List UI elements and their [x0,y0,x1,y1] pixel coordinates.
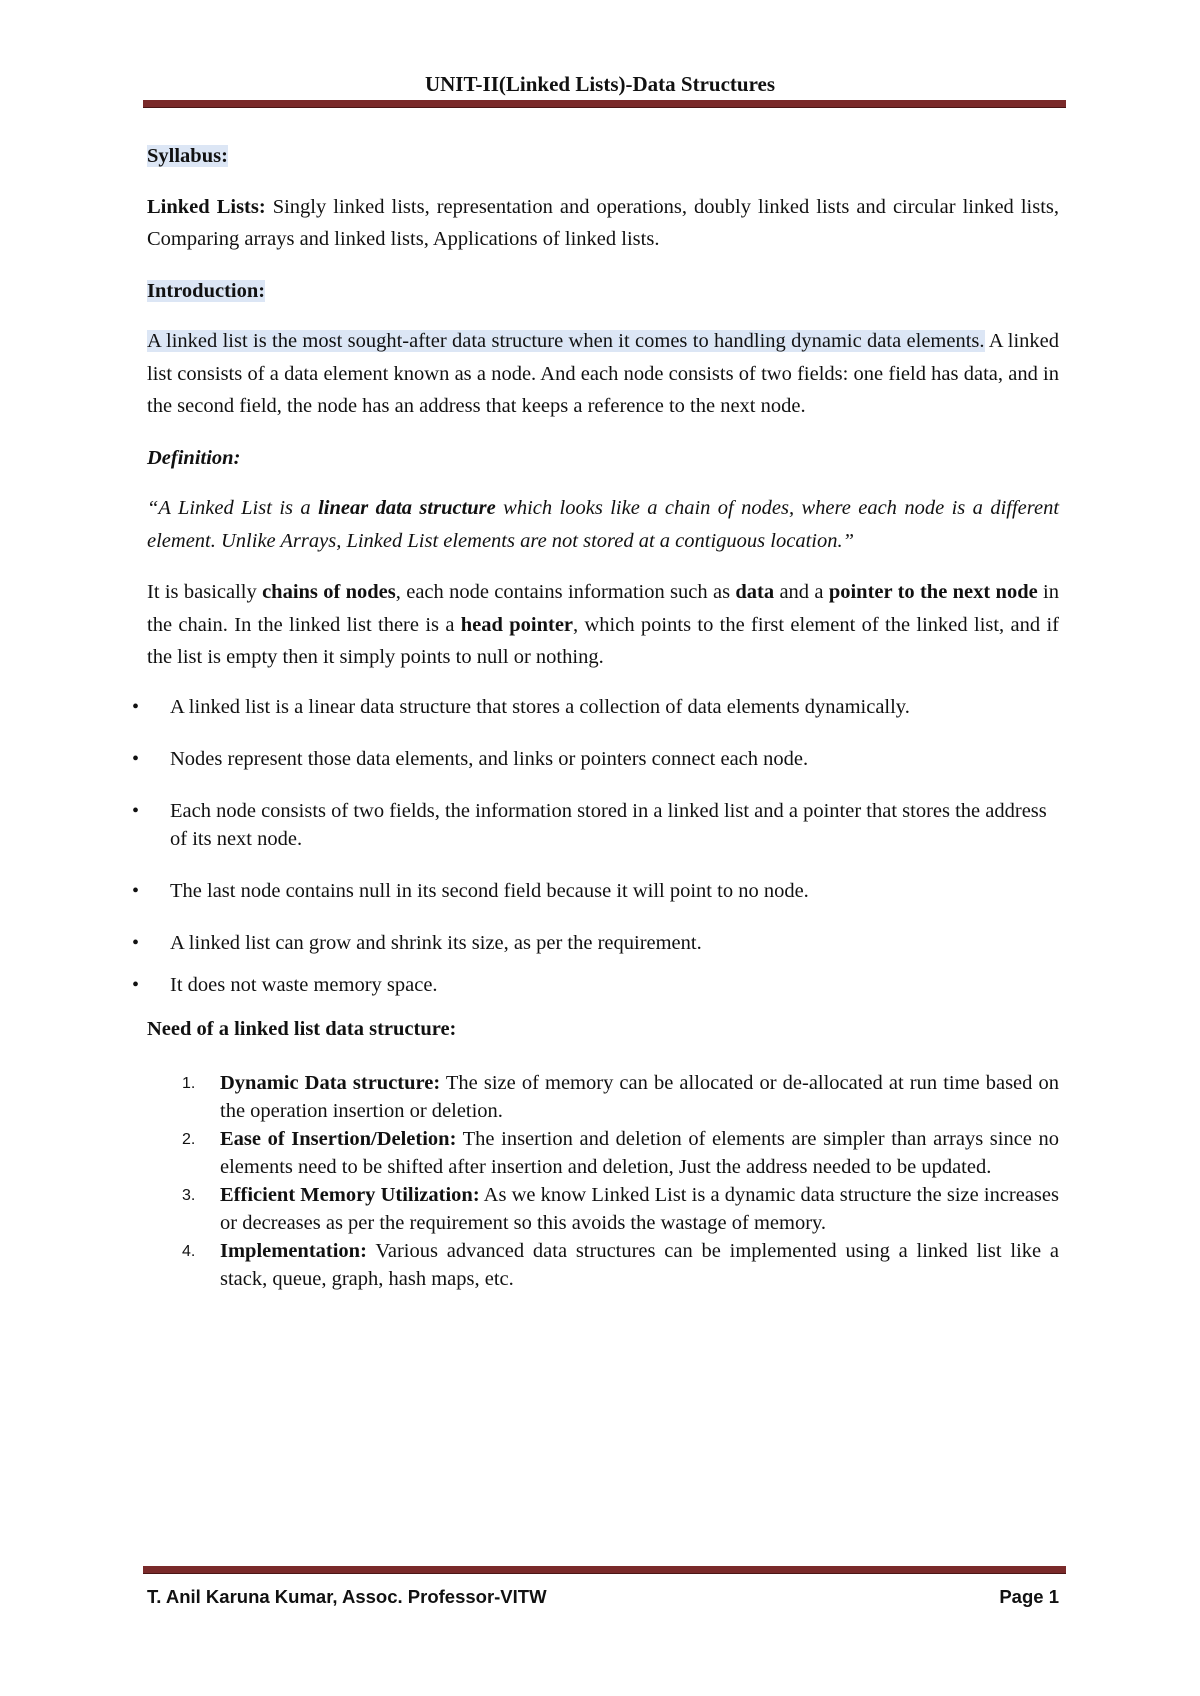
page-header-title: UNIT-II(Linked Lists)-Data Structures [424,72,776,96]
syllabus-label: Linked Lists: [147,195,266,218]
syllabus-paragraph [147,191,1059,256]
syllabus-text: Singly linked lists, representation and operations, doubly linked lists and circular linked lists, Comparing arrays and linked lists, Applications of linked lists. [147,195,1059,250]
bullet-list [147,693,1059,999]
introduction-highlight: A linked list is the most sought-after data structure when it comes to handling dynamic data elements. [147,330,985,352]
introduction-paragraph [147,325,1059,423]
footer-author: T. Anil Karuna Kumar, Assoc. Professor-VITW [147,1586,547,1607]
need-item: 3. Efficient Memory Utilization: As we know Linked List is a dynamic data structure the size increases or decreases as per the requirement so this avoids the wastage of memory. [182,1184,1059,1234]
need-item: 4. Implementation: Various advanced data structures can be implemented using a linked list like a stack, queue, graph, hash maps, etc. [182,1240,1059,1290]
need-list [147,1069,1059,1293]
footer-rule [143,1566,1066,1574]
page-footer [147,1586,1059,1608]
list-item: • Each node consists of two fields, the information stored in a linked list and a pointer that stores the address of its next node. [147,797,1059,853]
introduction-heading: Introduction: [147,279,266,302]
list-item: • A linked list is a linear data structure that stores a collection of data elements dynamically. [147,693,1059,721]
need-item: 2. Ease of Insertion/Deletion: The insertion and deletion of elements are simpler than arrays since no elements need to be shifted after insertion and deletion, Just the address needed to be updated. [182,1128,1060,1178]
explanation-paragraph: It is basically chains of nodes, each node contains information such as data and a pointer to the next node in the chain. In the linked list there is a head pointer, which points to the first element of the linked list, and if the list is empty then it simply points to null or nothing. [147,581,1059,668]
need-item: 1. Dynamic Data structure: The size of memory can be allocated or de-allocated at run time based on the operation insertion or deletion. [182,1072,1059,1122]
list-item: • It does not waste memory space. [147,971,1059,999]
page-number: Page 1 [999,1586,1059,1607]
list-item: • The last node contains null in its second field because it will point to no node. [147,877,1059,905]
document-body [147,140,1059,1293]
list-item: • A linked list can grow and shrink its size, as per the requirement. [147,929,1059,957]
need-heading: Need of a linked list data structure: [147,1017,457,1040]
syllabus-heading: Syllabus: [147,145,228,167]
list-item: • Nodes represent those data elements, and links or pointers connect each node. [147,745,1059,773]
definition-quote: “A Linked List is a linear data structure which looks like a chain of nodes, where each node is a different element. Unlike Arrays, Linked List elements are not stored at a contiguous location.” [147,497,1060,552]
introduction-rest: A linked list consists of a data element known as a node. And each node consists of two fields: one field has data, and in the second field, the node has an address that keeps a reference to the next node. [147,330,1059,417]
definition-heading: Definition: [147,446,241,469]
header-rule [143,100,1066,108]
